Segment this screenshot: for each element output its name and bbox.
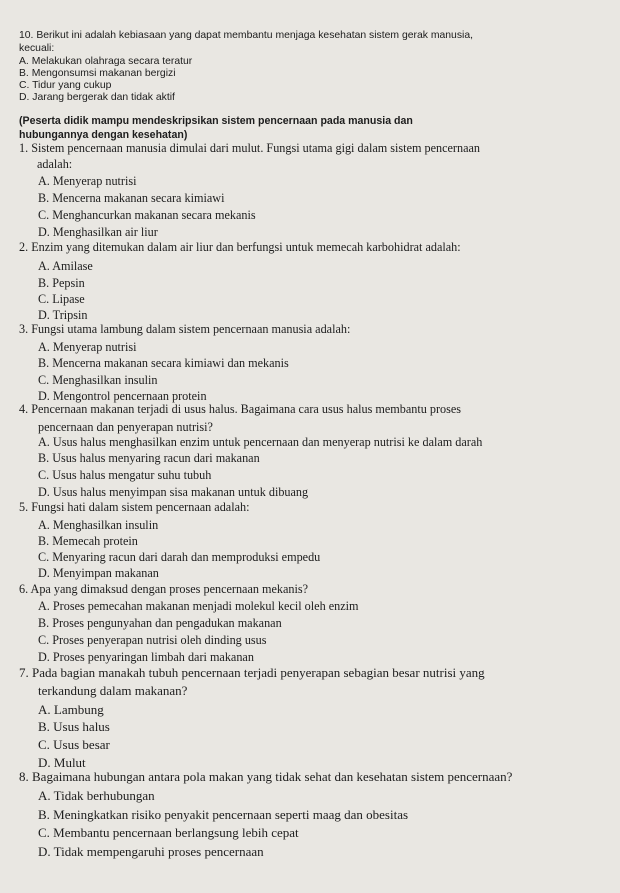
q8-option-c: C. Membantu pencernaan berlangsung lebih cepat: [38, 825, 299, 840]
q7-option-a: A. Lambung: [38, 702, 104, 717]
q4-option-c: C. Usus halus mengatur suhu tubuh: [38, 468, 212, 482]
q4-stem-line-2: pencernaan dan penyerapan nutrisi?: [38, 420, 213, 434]
q6-option-d: D. Proses penyaringan limbah dari makanan: [38, 650, 254, 664]
q3-option-b: B. Mencerna makanan secara kimiawi dan mekanis: [38, 356, 289, 370]
q7-option-d: D. Mulut: [38, 755, 86, 770]
q6-option-c: C. Proses penyerapan nutrisi oleh dinding usus: [38, 633, 267, 647]
q8-option-d: D. Tidak mempengaruhi proses pencernaan: [38, 844, 264, 859]
q10-option-b: B. Mengonsumsi makanan bergizi: [19, 68, 176, 79]
q8-option-b: B. Meningkatkan risiko penyakit pencernaan seperti maag dan obesitas: [38, 807, 409, 822]
q1-stem-line-1: 1. Sistem pencernaan manusia dimulai dari mulut. Fungsi utama gigi dalam sistem pencernaan: [19, 141, 480, 155]
q5-option-d: D. Menyimpan makanan: [38, 566, 159, 580]
q2-option-d: D. Tripsin: [38, 308, 88, 322]
q3-option-a: A. Menyerap nutrisi: [38, 340, 137, 354]
q10-stem-line-2: kecuali:: [19, 43, 55, 54]
q4-option-d: D. Usus halus menyimpan sisa makanan untuk dibuang: [38, 485, 309, 499]
q6-stem-line-1: 6. Apa yang dimaksud dengan proses pencernaan mekanis?: [19, 582, 309, 596]
q5-option-a: A. Menghasilkan insulin: [38, 518, 159, 532]
q3-stem-line-1: 3. Fungsi utama lambung dalam sistem pencernaan manusia adalah:: [19, 322, 351, 336]
q4-option-b: B. Usus halus menyaring racun dari makanan: [38, 451, 260, 465]
q10-option-c: C. Tidur yang cukup: [19, 80, 112, 91]
q7-option-b: B. Usus halus: [38, 719, 110, 734]
q7-stem-line-2: terkandung dalam makanan?: [38, 683, 188, 698]
q1-option-a: A. Menyerap nutrisi: [38, 174, 137, 188]
q1-option-d: D. Menghasilkan air liur: [38, 225, 158, 239]
q10-option-d: D. Jarang bergerak dan tidak aktif: [19, 92, 175, 103]
q10-stem-line-1: 10. Berikut ini adalah kebiasaan yang dapat membantu menjaga kesehatan sistem gerak manusia,: [19, 30, 474, 41]
q8-option-a: A. Tidak berhubungan: [38, 788, 155, 803]
q8-stem-line-1: 8. Bagaimana hubungan antara pola makan yang tidak sehat dan kesehatan sistem pencernaan?: [19, 769, 513, 784]
section-heading-line-1: (Peserta didik mampu mendeskripsikan sistem pencernaan pada manusia dan: [19, 115, 413, 127]
q2-option-c: C. Lipase: [38, 292, 85, 306]
q1-option-c: C. Menghancurkan makanan secara mekanis: [38, 208, 256, 222]
q5-option-b: B. Memecah protein: [38, 534, 138, 548]
q6-option-b: B. Proses pengunyahan dan pengadukan makanan: [38, 616, 282, 630]
q10-option-a: A. Melakukan olahraga secara teratur: [19, 56, 193, 67]
q3-option-c: C. Menghasilkan insulin: [38, 373, 158, 387]
q6-option-a: A. Proses pemecahan makanan menjadi molekul kecil oleh enzim: [38, 599, 359, 613]
q1-option-b: B. Mencerna makanan secara kimiawi: [38, 191, 225, 205]
section-heading-line-2: hubungannya dengan kesehatan): [19, 129, 188, 141]
q2-option-a: A. Amilase: [38, 259, 93, 273]
q2-stem-line-1: 2. Enzim yang ditemukan dalam air liur dan berfungsi untuk memecah karbohidrat adalah:: [19, 240, 461, 254]
q4-option-a: A. Usus halus menghasilkan enzim untuk pencernaan dan menyerap nutrisi ke dalam darah: [38, 435, 483, 449]
q3-option-d: D. Mengontrol pencernaan protein: [38, 389, 207, 403]
q5-option-c: C. Menyaring racun dari darah dan memproduksi empedu: [38, 550, 321, 564]
q5-stem-line-1: 5. Fungsi hati dalam sistem pencernaan adalah:: [19, 500, 250, 514]
q1-stem-line-2: adalah:: [37, 157, 73, 171]
q4-stem-line-1: 4. Pencernaan makanan terjadi di usus halus. Bagaimana cara usus halus membantu proses: [19, 402, 462, 416]
q7-stem-line-1: 7. Pada bagian manakah tubuh pencernaan terjadi penyerapan sebagian besar nutrisi yang: [19, 665, 485, 680]
q7-option-c: C. Usus besar: [38, 737, 110, 752]
q2-option-b: B. Pepsin: [38, 276, 85, 290]
